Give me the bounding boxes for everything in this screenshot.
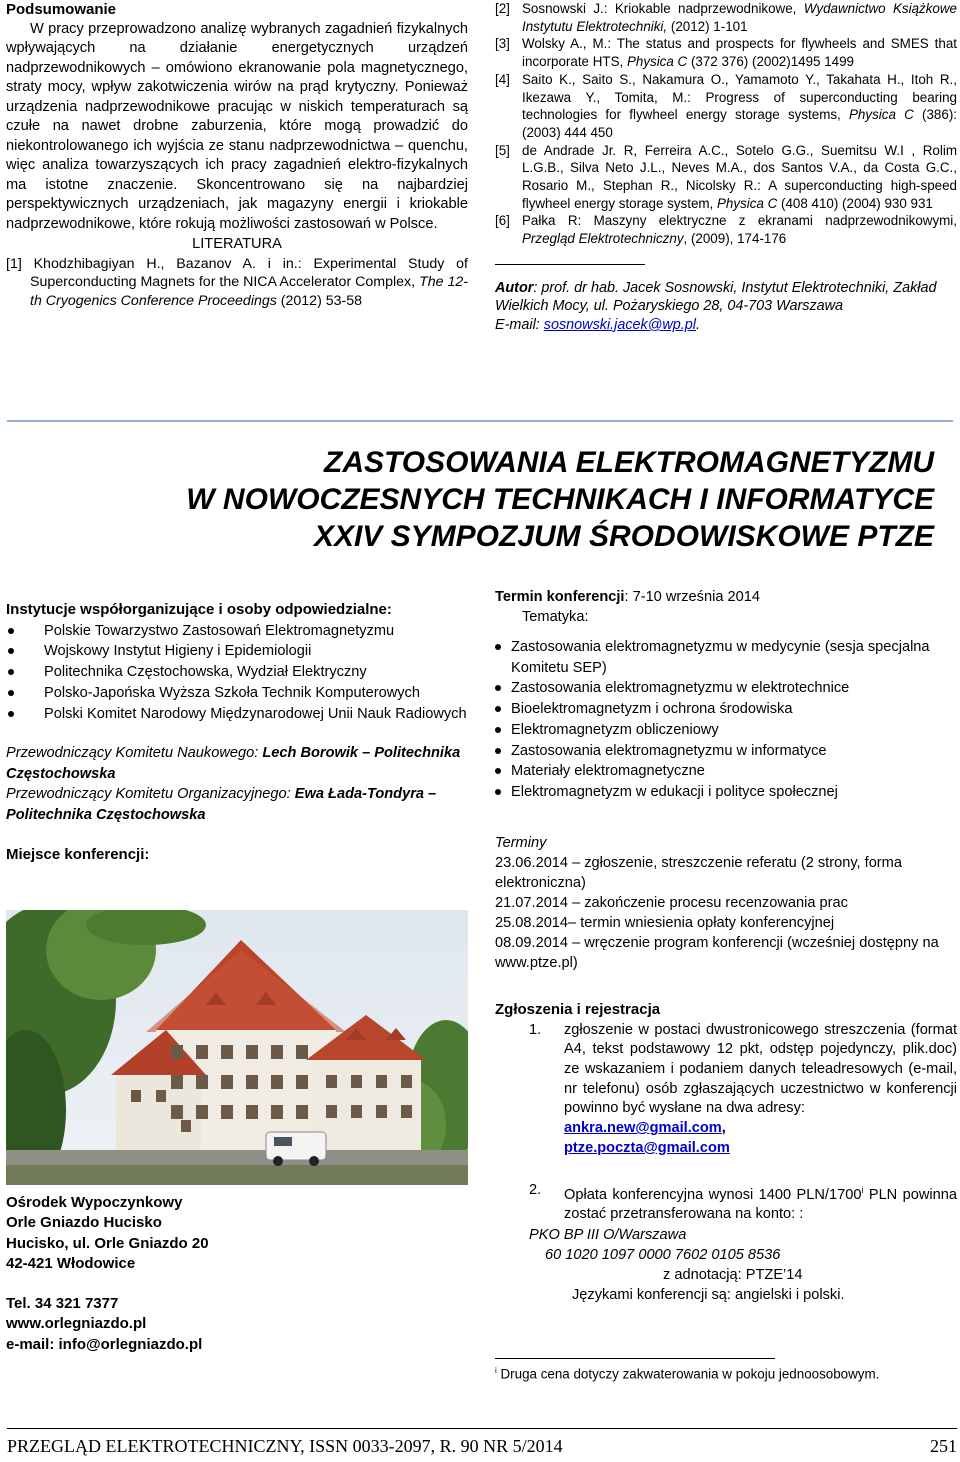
author-label: Autor xyxy=(495,279,534,296)
ref-number: [3] xyxy=(495,36,510,52)
committee-sci-label: Przewodniczący Komitetu Naukowego: xyxy=(6,745,263,762)
bullet-icon xyxy=(495,685,501,691)
ref-source: Wydawnictwo Książkowe Instytutu Elektrotechniki, xyxy=(522,1,957,34)
date-value: : 7-10 września 2014 xyxy=(624,589,760,605)
registration-heading: Zgłoszenia i rejestracja xyxy=(495,1000,661,1018)
ref-number: [4] xyxy=(495,71,510,87)
ref-text xyxy=(522,0,957,35)
bank-name: PKO BP III O/Warszawa xyxy=(529,1226,687,1243)
venue-name-2: Orle Gniazdo Hucisko xyxy=(6,1214,162,1232)
committee-org-name: Ewa Łada-Tondyra – Politechnika Częstochowska xyxy=(6,786,437,823)
institution-item xyxy=(6,704,468,725)
transfer-note: z adnotacją: PTZE’14 xyxy=(663,1266,803,1283)
bullet-icon xyxy=(8,648,14,654)
bullet-icon xyxy=(495,748,501,754)
ref-body: de Andrade Jr. R, Ferreira A.C., Sotelo G.G., Suemitsu W.I , Rolim L.G.B., Silva Neto J.L., Neves M.A., dos Santos V.A., da Costa G.C., Rosario M., Stephan R., Nicolsky R.: A superconducting high-speed flywheel energy storage system, xyxy=(522,142,957,211)
date-label: Termin konferencji xyxy=(495,589,625,605)
title-line-3: XXIV SYMPOZJUM ŚRODOWISKOWE PTZE xyxy=(313,520,934,553)
institution-text: Polskie Towarzystwo Zastosowań Elektromagnetyzmu xyxy=(44,622,395,639)
page-number: 251 xyxy=(930,1436,957,1456)
journal-info: PRZEGLĄD ELEKTROTECHNICZNY, ISSN 0033-2097, R. 90 NR 5/2014 xyxy=(7,1436,563,1456)
ref-text xyxy=(522,71,957,142)
topic-text: Zastosowania elektromagnetyzmu w medycynie (sesja specjalna Komitetu SEP) xyxy=(511,639,930,676)
ref-source: Physica C xyxy=(717,195,778,211)
ref-source: Przegląd Elektrotechniczny xyxy=(522,231,684,247)
topic-text: Materiały elektromagnetyczne xyxy=(511,763,705,780)
institution-item xyxy=(6,641,468,662)
committee xyxy=(6,743,468,825)
topic-item xyxy=(495,761,957,782)
bullet-icon xyxy=(8,669,14,675)
topic-item xyxy=(495,699,957,720)
languages: Językami konferencji są: angielski i polski. xyxy=(572,1286,845,1303)
institution-text: Polski Komitet Narodowy Międzynarodowej Unii Nauk Radiowych xyxy=(44,705,467,722)
footnote-text: Druga cena dotyczy zakwaterowania w pokoju jednoosobowym. xyxy=(496,1366,880,1382)
item-number: 2. xyxy=(529,1181,542,1198)
footnote-ref: i xyxy=(861,1184,864,1195)
ref-title: : Experimental Study of Superconducting Magnets for the NICA Accelerator Complex, xyxy=(30,255,468,290)
section-divider xyxy=(7,420,953,422)
summary-section xyxy=(6,0,468,310)
venue-phone: Tel. 34 321 7377 xyxy=(6,1295,119,1313)
topic-text: Zastosowania elektromagnetyzmu w informatyce xyxy=(511,742,827,759)
ref-body: Wolsky A., M.: The status and prospects for flywheels and SMES that incorporate HTS, xyxy=(522,36,957,70)
topic-item xyxy=(495,720,957,741)
ref-source: Physica C xyxy=(626,54,688,70)
author-email-tail: . xyxy=(695,316,700,333)
ref-source: The 12-th Cryogenics Conference Proceedings xyxy=(30,274,468,309)
reference-2 xyxy=(495,0,957,35)
venue-photo xyxy=(6,910,468,1185)
venue-heading: Miejsce konferencji: xyxy=(6,846,150,864)
ref-tail: (408 410) (2004) 930 931 xyxy=(777,195,933,211)
deadline-item: 25.08.2014– termin wniesienia opłaty konferencyjnej xyxy=(495,914,835,931)
ref-body: Pałka R: Maszyny elektryczne z ekranami nadprzewodnikowymi, xyxy=(522,213,957,229)
ref-authors: Khodzhibagiyan H., Bazanov A. i in. xyxy=(33,255,298,272)
registration-email-2[interactable]: ptze.poczta@gmail.com xyxy=(564,1139,730,1156)
item-text: zgłoszenie w postaci dwustronicowego streszczenia (format A4, tekst podstawowy 12 pkt, odstęp pojedynczy, plik.doc) ze wskazaniem i podaniem danych teleadresowych (e-mail, nr telefonu) osób zgłaszających uczestnictwo w konferencji powinno być wysłane na dwa adresy: xyxy=(564,1021,957,1117)
venue-email[interactable]: e-mail: info@orlegniazdo.pl xyxy=(6,1335,203,1353)
ref-tail: (2012) 1-101 xyxy=(667,18,748,34)
ref-body: Saito K., Saito S., Nakamura O., Yamamoto Y., Takahata H., Itoh R., Ikezawa Y., Tomita, M.: Progress of superconducting bearing technologies for flywheel energy storage systems, xyxy=(522,71,957,123)
institutions-heading: Instytucje współorganizujące i osoby odpowiedzialne: xyxy=(6,601,392,618)
bullet-icon xyxy=(495,644,501,650)
ref-tail: , (2009), 174-176 xyxy=(683,231,787,247)
author-email-label: E-mail: xyxy=(495,316,544,333)
ref-text xyxy=(522,212,957,247)
ref-pages: (2012) 53-58 xyxy=(276,292,363,309)
venue-name-1: Ośrodek Wypoczynkowy xyxy=(6,1194,183,1211)
bullet-icon xyxy=(495,768,501,774)
page-footer xyxy=(7,1436,957,1457)
deadlines-heading: Terminy xyxy=(495,834,547,851)
summary-paragraph: W pracy przeprowadzono analizę wybranych zagadnień fizykalnych wpływających na działanie energetycznych urządzeń nadprzewodnikowych – omówiono ekranowanie pola magnetycznego, straty mocy, wpływ zakotwiczenia wirów na prąd krytyczny. Ponieważ urządzenia nadprzewodnikowe pracując w niskich temperaturach są czułe na nawet drobne zaburzenia, które mogą prowadzić do niekontrolowanego ich wyjścia ze stanu nadprzewodnictwa – quenchu, więc analiza towarzyszących ich pracy zagadnień elektro-fizykalnych ma istotne znaczenie. Skoncentrowano się na najbardziej perspektywicznych urządzeniach, jak magazyny energii i kriokable nadprzewodnikowe, które rokują możliwości zastosowań w Polsce. xyxy=(6,20,468,232)
committee-sci-name: Lech Borowik – Politechnika Częstochowska xyxy=(6,745,461,782)
registration-list xyxy=(495,1021,957,1305)
committee-org-label: Przewodniczący Komitetu Organizacyjnego: xyxy=(6,786,295,803)
bullet-icon xyxy=(495,706,501,712)
ref-number: [1] xyxy=(6,255,22,272)
author-text: : prof. dr hab. Jacek Sosnowski, Instytut Elektrotechniki, Zakład Wielkich Mocy, ul. Pożaryskiego 28, 04-703 Warszawa xyxy=(495,279,937,315)
conference-info xyxy=(495,587,957,1305)
bullet-icon xyxy=(8,690,14,696)
venue-address xyxy=(6,1193,468,1355)
registration-item-2 xyxy=(495,1181,957,1225)
deadline-item: 08.09.2014 – wręczenie program konferencji (wcześniej dostępny na www.ptze.pl) xyxy=(495,934,939,971)
venue-address-1: Hucisko, ul. Orle Gniazdo 20 xyxy=(6,1234,209,1252)
author-note xyxy=(495,279,957,335)
topic-text: Zastosowania elektromagnetyzmu w elektrotechnice xyxy=(511,680,850,697)
institution-text: Politechnika Częstochowska, Wydział Elektryczny xyxy=(44,664,367,681)
reference-3 xyxy=(495,35,957,70)
ref-number: [2] xyxy=(495,1,510,16)
footnote xyxy=(495,1366,957,1381)
institution-item xyxy=(6,683,468,704)
topic-text: Elektromagnetyzm obliczeniowy xyxy=(511,721,719,738)
topics-label: Tematyka: xyxy=(522,609,589,625)
ref-number: [5] xyxy=(495,142,510,158)
institution-text: Polsko-Japońska Wyższa Szkoła Technik Komputerowych xyxy=(44,684,420,701)
ref-text xyxy=(522,142,957,213)
ref-tail: (372 376) (2002)1495 1499 xyxy=(687,54,854,70)
topic-text: Bioelektromagnetyzm i ochrona środowiska xyxy=(511,701,793,718)
author-email-link[interactable]: sosnowski.jacek@wp.pl xyxy=(543,316,696,333)
reference-1 xyxy=(6,255,468,311)
title-line-1: ZASTOSOWANIA ELEKTROMAGNETYZMU xyxy=(324,446,934,479)
reference-4 xyxy=(495,71,957,142)
bullet-icon xyxy=(495,727,501,733)
topics-list xyxy=(495,637,957,803)
bank-account: 60 1020 1097 0000 7602 0105 8536 xyxy=(545,1246,781,1263)
bullet-icon xyxy=(8,628,14,634)
deadline-item: 21.07.2014 – zakończenie procesu recenzowania prac xyxy=(495,894,848,911)
bullet-icon xyxy=(495,789,501,795)
topic-text: Elektromagnetyzm w edukacji i polityce społecznej xyxy=(511,783,838,800)
footnote-mark: i xyxy=(495,1366,497,1375)
page-title xyxy=(34,444,934,555)
deadlines-list xyxy=(495,853,957,973)
item-text-tail: PLN powinna zostać przetransferowana na konto: : xyxy=(564,1186,957,1223)
footer-divider xyxy=(7,1428,957,1429)
reference-5 xyxy=(495,142,957,213)
deadline-item: 23.06.2014 – zgłoszenie, streszczenie referatu (2 strony, forma elektroniczna) xyxy=(495,854,902,891)
institutions-list xyxy=(6,621,468,725)
reference-6 xyxy=(495,212,957,247)
divider xyxy=(495,264,645,265)
ref-number: [6] xyxy=(495,213,510,229)
ref-tail: (386): (2003) 444 450 xyxy=(522,107,958,140)
item-text: Opłata konferencyjna wynosi 1400 PLN/1700 xyxy=(564,1186,862,1203)
institution-item xyxy=(6,662,468,683)
ref-source: Physica C xyxy=(849,107,914,123)
topic-item xyxy=(495,782,957,803)
ref-body: Sosnowski J.: Kriokable nadprzewodnikowe, xyxy=(522,1,804,16)
topic-item xyxy=(495,678,957,699)
registration-email-1[interactable]: ankra.new@gmail.com xyxy=(564,1120,722,1137)
literature-heading: LITERATURA xyxy=(192,236,282,252)
venue-website[interactable]: www.orlegniazdo.pl xyxy=(6,1315,147,1333)
footnote-divider xyxy=(495,1358,775,1359)
topic-item xyxy=(495,741,957,762)
venue-address-2: 42-421 Włodowice xyxy=(6,1254,136,1272)
bullet-icon xyxy=(8,711,14,717)
ref-text xyxy=(522,35,957,70)
registration-item-1: 1. zgłoszenie w postaci dwustronicowego streszczenia (format A4, tekst podstawowy 12 pkt, odstęp pojedynczy, plik.doc) ze wskazaniem i podaniem danych teleadresowych (e-mail, nr telefonu) osób zgłaszających uczestnictwo w konferencji powinno być wysłane na dwa adresy: ankra.new@gmail.com, ptze.poczta@gmail.com xyxy=(529,1021,957,1156)
institution-item xyxy=(6,621,468,642)
topic-item xyxy=(495,637,957,678)
institutions-section xyxy=(6,600,468,866)
title-line-2: W NOWOCZESNYCH TECHNIKACH I INFORMATYCE xyxy=(186,483,934,516)
references-right xyxy=(495,0,957,334)
institution-text: Wojskowy Instytut Higieny i Epidemiologii xyxy=(44,643,312,660)
summary-heading: Podsumowanie xyxy=(6,1,117,18)
item-number: 1. xyxy=(529,1021,542,1038)
